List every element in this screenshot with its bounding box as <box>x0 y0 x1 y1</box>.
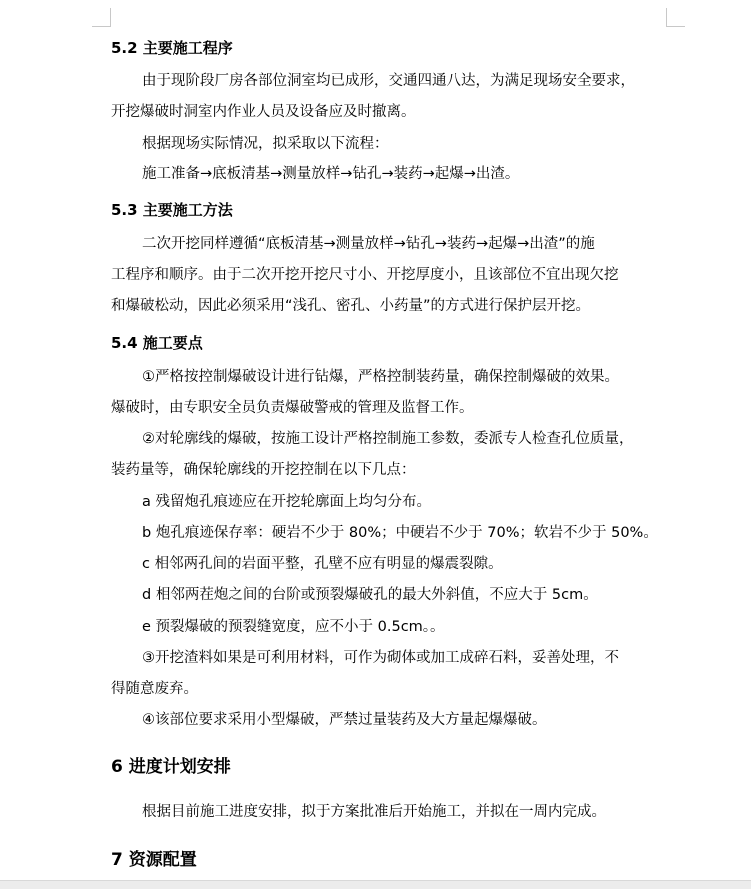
paragraph-line: ①严格按控制爆破设计进行钻爆，严格控制装药量，确保控制爆破的效果。 <box>142 369 619 385</box>
paragraph-line: 根据现场实际情况，拟采取以下流程： <box>142 136 389 152</box>
heading-5-3: 5.3 主要施工方法 <box>111 201 233 219</box>
list-item: e 预裂爆破的预裂缝宽度，应不小于 0.5cm。。 <box>142 619 445 635</box>
crop-mark-left <box>92 8 111 27</box>
paragraph-line: 二次开挖同样遵循“底板清基→测量放样→钻孔→装药→起爆→出渣”的施 <box>142 236 595 252</box>
paragraph-line: 根据目前施工进度安排，拟于方案批准后开始施工，并拟在一周内完成。 <box>142 804 606 820</box>
paragraph-line: 工程序和顺序。由于二次开挖开挖尺寸小、开挖厚度小，且该部位不宜出现欠挖 <box>111 267 619 283</box>
crop-mark-right <box>666 8 685 27</box>
heading-5-2: 5.2 主要施工程序 <box>111 39 233 57</box>
paragraph-line: 爆破时，由专职安全员负责爆破警戒的管理及监督工作。 <box>111 400 474 416</box>
paragraph-line: 开挖爆破时洞室内作业人员及设备应及时撤离。 <box>111 104 416 120</box>
heading-6: 6 进度计划安排 <box>111 757 231 777</box>
list-item: c 相邻两孔间的岩面平整，孔壁不应有明显的爆震裂隙。 <box>142 556 503 572</box>
heading-5-4: 5.4 施工要点 <box>111 334 203 352</box>
list-item: b 炮孔痕迹保存率：硬岩不少于 80%；中硬岩不少于 70%；软岩不少于 50%。 <box>142 525 658 541</box>
paragraph-line: ④该部位要求采用小型爆破，严禁过量装药及大方量起爆爆破。 <box>142 712 547 728</box>
list-item: d 相邻两茬炮之间的台阶或预裂爆破孔的最大外斜值，不应大于 5cm。 <box>142 587 598 603</box>
paragraph-line: 装药量等，确保轮廓线的开挖控制在以下几点： <box>111 462 416 478</box>
paragraph-line: 得随意废弃。 <box>111 681 198 697</box>
paragraph-line: 由于现阶段厂房各部位洞室均已成形，交通四通八达，为满足现场安全要求， <box>142 73 635 89</box>
heading-7: 7 资源配置 <box>111 850 197 870</box>
paragraph-line: 和爆破松动，因此必须采用“浅孔、密孔、小药量”的方式进行保护层开挖。 <box>111 298 591 314</box>
paragraph-line: 施工准备→底板清基→测量放样→钻孔→装药→起爆→出渣。 <box>142 166 520 182</box>
paragraph-line: ③开挖渣料如果是可利用材料，可作为砌体或加工成碎石料，妥善处理，不 <box>142 650 619 666</box>
paragraph-line: ②对轮廓线的爆破，按施工设计严格控制施工参数，委派专人检查孔位质量， <box>142 431 634 447</box>
list-item: a 残留炮孔痕迹应在开挖轮廓面上均匀分布。 <box>142 494 431 510</box>
